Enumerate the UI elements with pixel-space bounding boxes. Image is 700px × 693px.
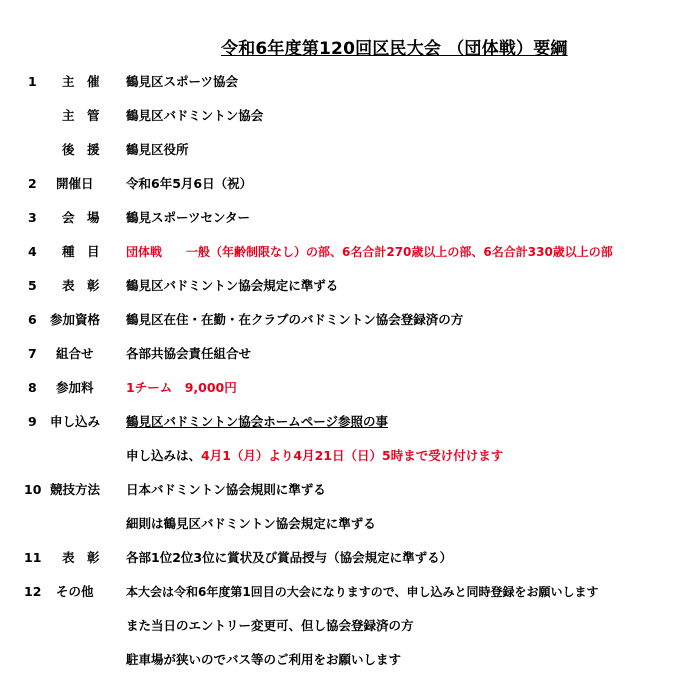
section-number: 9 (28, 414, 37, 429)
section-number: 7 (28, 346, 37, 361)
section-number: 5 (28, 278, 37, 293)
section-other (0, 582, 700, 602)
section-content: 日本バドミントン協会規則に準ずる (126, 482, 326, 497)
section-number: 1 (28, 74, 37, 89)
section-content: 団体戦 一般（年齢制限なし）の部、6名合計270歳以上の部、6名合計330歳以上の部 (126, 245, 613, 259)
section-venue (0, 208, 700, 228)
section-number: 3 (28, 210, 37, 225)
section-date (0, 174, 700, 194)
section-content: 鶴見区バドミントン協会 (126, 108, 264, 123)
section-content: 駐車場が狭いのでバス等のご利用をお願いします (126, 652, 402, 667)
section-label: その他 (56, 584, 94, 599)
section-label: 表 彰 (62, 278, 100, 293)
section-label: 会 場 (62, 210, 100, 225)
section-number: 4 (28, 244, 37, 259)
section-content (126, 446, 503, 466)
section-number: 6 (28, 312, 37, 327)
section-content: 鶴見区スポーツ協会 (126, 74, 239, 89)
deadline-prefix: 申し込みは、 (126, 448, 202, 463)
section-content: 鶴見区バドミントン協会規定に準ずる (126, 278, 339, 293)
section-pairings (0, 344, 700, 364)
section-organizer (0, 106, 700, 126)
section-content: 細則は鶴見区バドミントン協会規定に準ずる (126, 516, 376, 531)
section-awards-detail (0, 548, 700, 568)
section-content: 各部共協会責任組合せ (126, 346, 252, 361)
section-other-note-1 (0, 616, 700, 636)
section-content: 鶴見区役所 (126, 142, 189, 157)
section-label: 参加料 (56, 380, 94, 395)
section-eligibility (0, 310, 700, 330)
deadline-dates: 4月1（月）より4月21日（日）5時まで受け付けます (201, 448, 504, 463)
section-host (0, 72, 700, 92)
section-label: 申し込み (50, 414, 101, 429)
section-other-note-2 (0, 650, 700, 670)
section-content: 令和6年5月6日（祝） (126, 176, 253, 191)
section-label: 主 催 (62, 74, 100, 89)
section-number: 2 (28, 176, 37, 191)
section-label: 種 目 (62, 244, 100, 259)
section-label: 後 援 (62, 142, 100, 157)
section-content: 1チーム 9,000円 (126, 380, 237, 395)
section-awards (0, 276, 700, 296)
section-label: 主 管 (62, 108, 100, 123)
section-label: 組合せ (56, 346, 94, 361)
section-application (0, 412, 700, 432)
section-application-deadline (0, 446, 700, 466)
section-number: 12 (24, 584, 42, 599)
page-title: 令和6年度第120回区民大会 （団体戦）要綱 (221, 39, 568, 59)
section-content: また当日のエントリー変更可、但し協会登録済の方 (126, 618, 414, 633)
section-content: 本大会は令和6年度第1回目の大会になりますので、申し込みと同時登録をお願いします (126, 585, 599, 599)
section-number: 10 (24, 482, 42, 497)
section-rules-detail (0, 514, 700, 534)
section-label: 参加資格 (50, 312, 101, 327)
section-label: 競技方法 (50, 482, 101, 497)
section-content: 鶴見区在住・在勤・在クラブのバドミントン協会登録済の方 (126, 312, 464, 327)
section-sponsor (0, 140, 700, 160)
section-fee (0, 378, 700, 398)
section-number: 11 (24, 550, 42, 565)
section-content: 各部1位2位3位に賞状及び賞品授与（協会規定に準ずる） (126, 550, 453, 565)
section-number: 8 (28, 380, 37, 395)
section-content: 鶴見区バドミントン協会ホームページ参照の事 (126, 414, 389, 429)
section-rules (0, 480, 700, 500)
section-label: 表 彰 (62, 550, 100, 565)
section-content: 鶴見スポーツセンター (126, 210, 251, 225)
section-events (0, 242, 700, 262)
section-label: 開催日 (56, 176, 94, 191)
